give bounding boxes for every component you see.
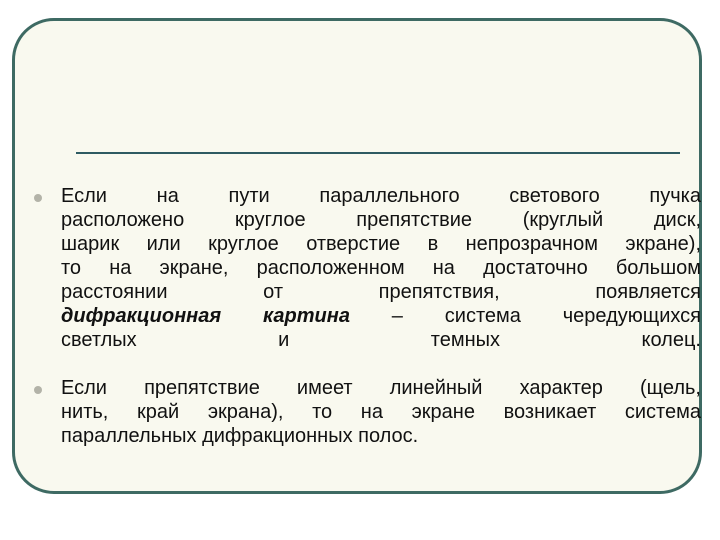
bullet-dot-icon [34,386,42,394]
paragraph-1-line-7: светлых и темных колец. [61,329,701,351]
paragraph-1-line-4: то на экране, расположенном на достаточно большом [61,257,701,279]
diffraction-pattern-term: дифракционная картина [61,305,350,327]
paragraph-1-line-5: расстоянии от препятствия, появляется [61,281,701,303]
slide-frame [12,18,702,494]
bullet-dot-icon [34,194,42,202]
paragraph-1-line-2: расположено круглое препятствие (круглый диск, [61,209,701,231]
paragraph-1-line-3: шарик или круглое отверстие в непрозрачном экране), [61,233,701,255]
paragraph-1-line-6 [61,304,701,328]
paragraph-2-line-2: нить, край экрана), то на экране возникает система [61,401,701,423]
bullet-paragraph-1 [61,184,701,352]
bullet-paragraph-2 [61,376,701,448]
title-divider-line [76,152,680,154]
paragraph-2-line-1: Если препятствие имеет линейный характер (щель, [61,377,701,399]
paragraph-1-line-1: Если на пути параллельного светового пучка [61,185,701,207]
paragraph-1-line-6-rest: – система чередующихся [349,305,701,327]
paragraph-2-line-3: параллельных дифракционных полос. [61,425,419,447]
